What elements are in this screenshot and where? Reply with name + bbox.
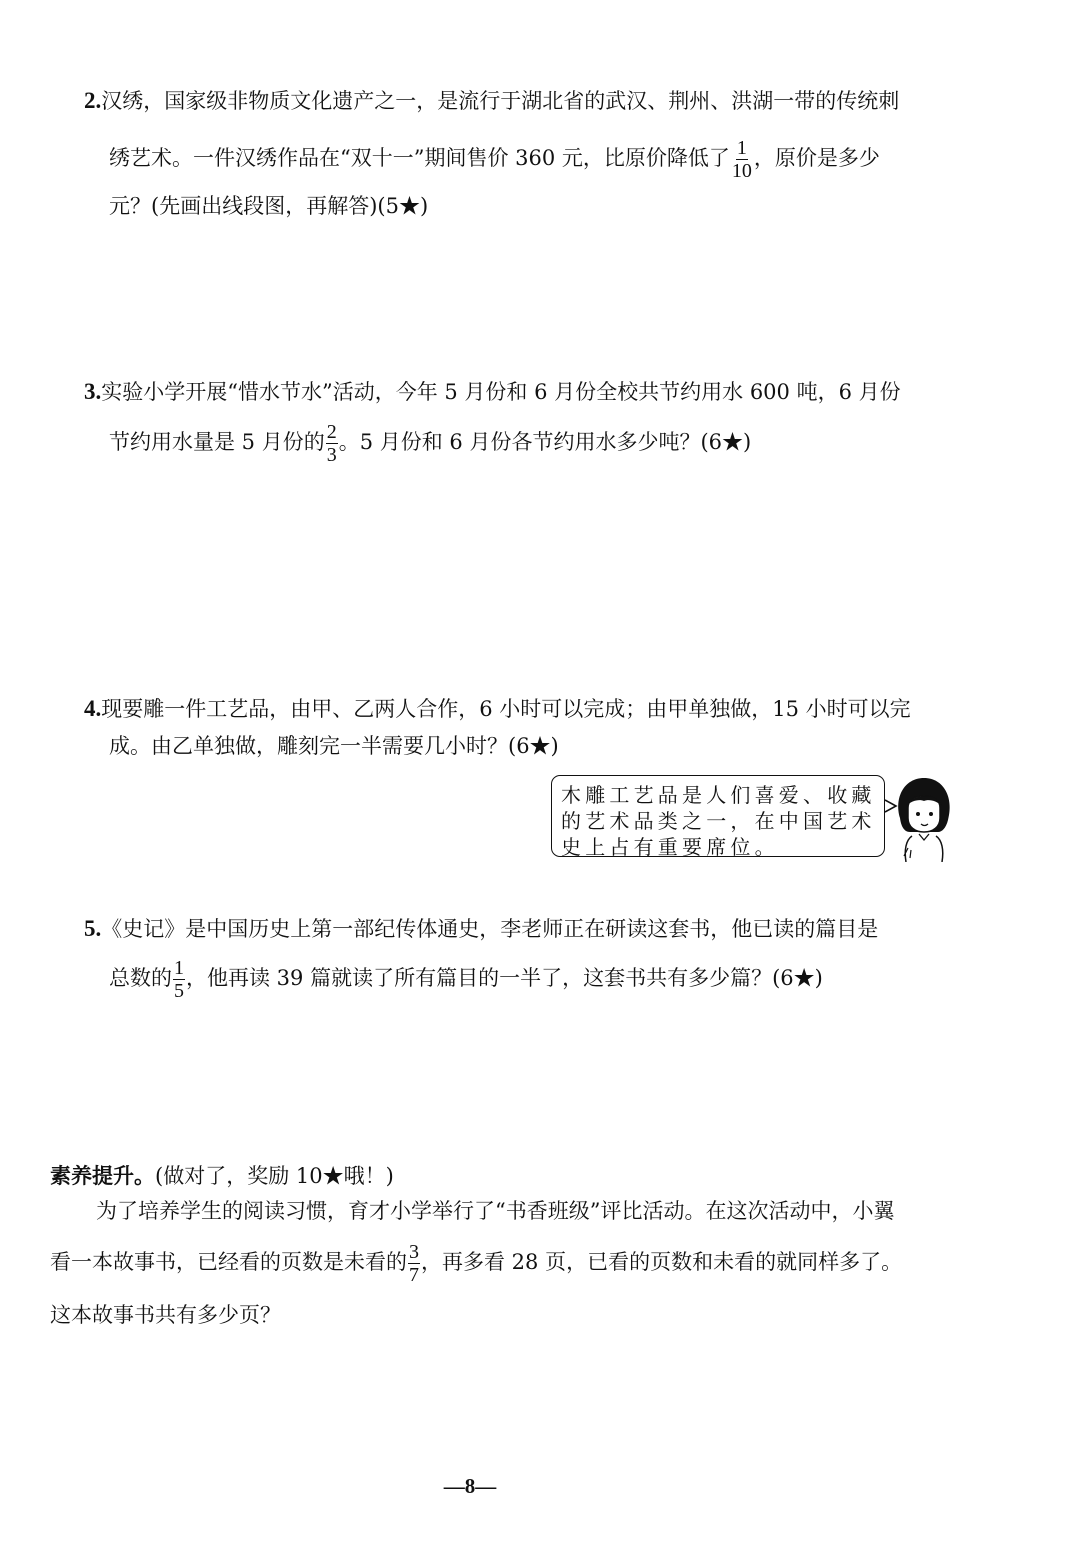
problem-2-line-2: 绣艺术。一件汉绣作品在“双十一”期间售价 360 元，比原价降低了 $\frac{1}{10}$ ，原价是多少 xyxy=(109,137,880,182)
problem-5-number: 5. xyxy=(84,916,102,941)
problem-4-line-1: 4.现要雕一件工艺品，由甲、乙两人合作，6 小时可以完成；由甲单独做，15 小时可以完 xyxy=(84,696,911,721)
problem-5-line-2: 总数的 $\frac{1}{5}$ ，他再读 39 篇就读了所有篇目的一半了，这套书共有多少篇？(6★) xyxy=(109,957,823,1002)
page-number: —8— xyxy=(443,1474,497,1498)
problem-2-number: 2. xyxy=(84,88,102,113)
speech-bubble-line: 木雕工艺品是人们喜爱、收藏 xyxy=(561,783,876,807)
bonus-line-3: 这本故事书共有多少页？ xyxy=(50,1303,281,1327)
problem-3-line-2: 节约用水量是 5 月份的 $\frac{2}{3}$ 。5 月份和 6 月份各节约用水多少吨？(6★) xyxy=(109,421,752,466)
problem-2-line-3: 元？(先画出线段图，再解答)(5★) xyxy=(109,194,429,218)
bonus-line-2: 看一本故事书，已经看的页数是未看的 $\frac{3}{7}$ ，再多看 28 页，已看的页数和未看的就同样多了。 xyxy=(50,1241,903,1286)
fraction: $\frac{1}{5}$ xyxy=(174,957,184,1002)
problem-5-line-1: 5.《史记》是中国历史上第一部纪传体通史，李老师正在研读这套书，他已读的篇目是 xyxy=(84,916,879,941)
fraction: $\frac{2}{3}$ xyxy=(326,421,337,466)
problem-2-line-1: 2.汉绣，国家级非物质文化遗产之一，是流行于湖北省的武汉、荆州、洪湖一带的传统刺 xyxy=(84,88,900,113)
girl-cartoon-icon xyxy=(880,770,958,862)
speech-bubble-line: 的艺术品类之一，在中国艺术 xyxy=(561,809,876,833)
problem-3-line-1: 3.实验小学开展“惜水节水”活动，今年 5 月份和 6 月份全校共节约用水 600 吨，6 月份 xyxy=(84,379,901,404)
bonus-heading-title: 素养提升。 xyxy=(50,1163,155,1188)
bonus-heading xyxy=(50,1165,394,1187)
problem-4-line-2: 成。由乙单独做，雕刻完一半需要几小时？(6★) xyxy=(109,734,559,758)
bonus-line-1: 为了培养学生的阅读习惯，育才小学举行了“书香班级”评比活动。在这次活动中，小翼 xyxy=(96,1199,895,1223)
bonus-heading-note: (做对了，奖励 10★哦！) xyxy=(155,1164,394,1188)
problem-3-number: 3. xyxy=(84,379,102,404)
fraction: $\frac{1}{10}$ xyxy=(731,137,752,182)
speech-bubble-line: 史上占有重要席位。 xyxy=(561,835,779,859)
fraction: $\frac{3}{7}$ xyxy=(409,1241,419,1286)
problem-4-number: 4. xyxy=(84,696,102,721)
speech-bubble xyxy=(551,775,885,857)
